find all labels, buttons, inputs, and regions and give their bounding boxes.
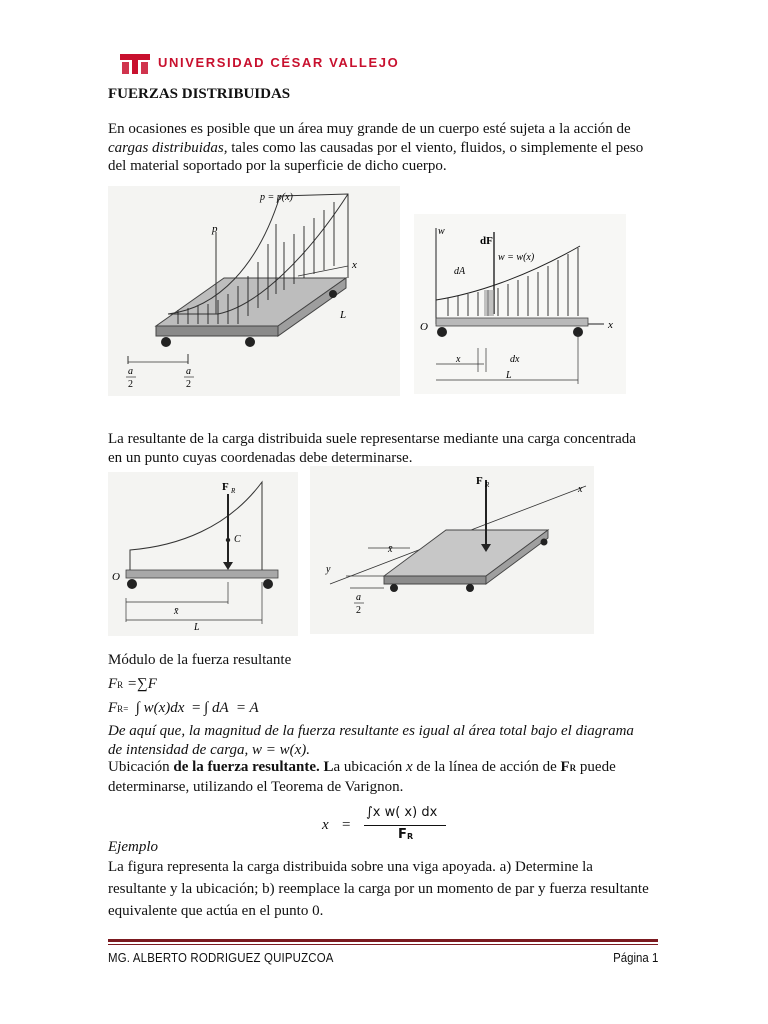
label-L: L	[194, 622, 200, 633]
label-y: y	[326, 564, 331, 575]
label-FR: F	[222, 481, 229, 493]
resultant-paragraph: La resultante de la carga distribuida suele representarse mediante una carga concentrada en un punto cuyas coordenadas debe determinarse.	[108, 431, 636, 466]
resultant-plate-figure	[310, 466, 594, 634]
ubicacion-paragraph: Ubicación de la fuerza resultante. La ubicación x de la línea de acción de FR puede determinarse, utilizando el Teorema de Varignon.	[108, 759, 616, 795]
equation-sum-forces: FR =∑F	[108, 676, 157, 692]
label-dx: dx	[510, 354, 520, 365]
label-x: x	[578, 484, 583, 495]
varignon-formula: x = ∫x w( x) dx F R	[318, 805, 458, 845]
university-logo	[118, 48, 400, 78]
label-O: O	[112, 571, 120, 583]
page-title: FUERZAS DISTRIBUIDAS	[108, 86, 291, 102]
label-a: a	[356, 592, 361, 603]
footer-page-number: Página 1	[612, 950, 658, 965]
intro-paragraph: En ocasiones es posible que un área muy grande de un cuerpo esté sujeta a la acción de cargas distribuidas, tales como las causadas por el viento, fluidos, o simplemente el peso del material soportado por la superficie de dicho cuerpo.	[108, 121, 644, 174]
label-FR-sub: R	[485, 481, 490, 489]
label-L: L	[340, 309, 347, 321]
label-two-2: 2	[186, 379, 191, 390]
label-p: p	[212, 223, 218, 235]
label-L-dim: L	[506, 370, 512, 381]
equation-integral: FR= ∫ w(x)dx = ∫ dA = A	[108, 700, 259, 716]
footer-rule-thick	[108, 939, 658, 942]
label-x-axis: x	[608, 319, 613, 331]
label-O: O	[420, 321, 428, 333]
label-dA: dA	[454, 266, 466, 277]
label-a-1: a	[128, 366, 133, 377]
label-dF: dF	[480, 235, 493, 247]
ejemplo-heading: Ejemplo	[108, 839, 158, 855]
university-name: UNIVERSIDAD CÉSAR VALLEJO	[158, 55, 400, 70]
footer-author: MG. ALBERTO RODRIGUEZ QUIPUZCOA	[108, 950, 334, 965]
logo-emblem-icon	[118, 50, 152, 76]
label-w-eq: w = w(x)	[498, 252, 535, 263]
footer-rule-thin	[108, 944, 658, 945]
label-a-2: a	[186, 366, 191, 377]
label-xbar: x̄	[388, 544, 393, 555]
label-C: C	[234, 534, 241, 545]
label-w: w	[438, 226, 445, 237]
conclusion-paragraph: De aquí que, la magnitud de la fuerza resultante es igual al área total bajo el diagrama de intensidad de carga, w = w(x).	[108, 723, 634, 758]
label-x-dim: x	[456, 354, 461, 365]
label-xbar: x̄	[174, 606, 179, 617]
label-two: 2	[356, 605, 361, 616]
label-FR-sub: R	[231, 487, 236, 495]
modulo-heading: Módulo de la fuerza resultante	[108, 652, 292, 668]
ejemplo-paragraph: La figura representa la carga distribuida sobre una viga apoyada. a) Determine la resultante y la ubicación; b) reemplace la carga por un momento de par y fuerza resultante equivalente que actúa en el punto 0.	[108, 859, 649, 919]
distributed-load-plate-figure	[108, 186, 400, 396]
label-p-eq: p = p(x)	[260, 192, 293, 203]
distributed-load-beam-figure	[414, 214, 626, 394]
label-FR: F	[476, 475, 483, 487]
label-two-1: 2	[128, 379, 133, 390]
label-x: x	[352, 259, 357, 271]
resultant-beam-figure	[108, 472, 298, 636]
